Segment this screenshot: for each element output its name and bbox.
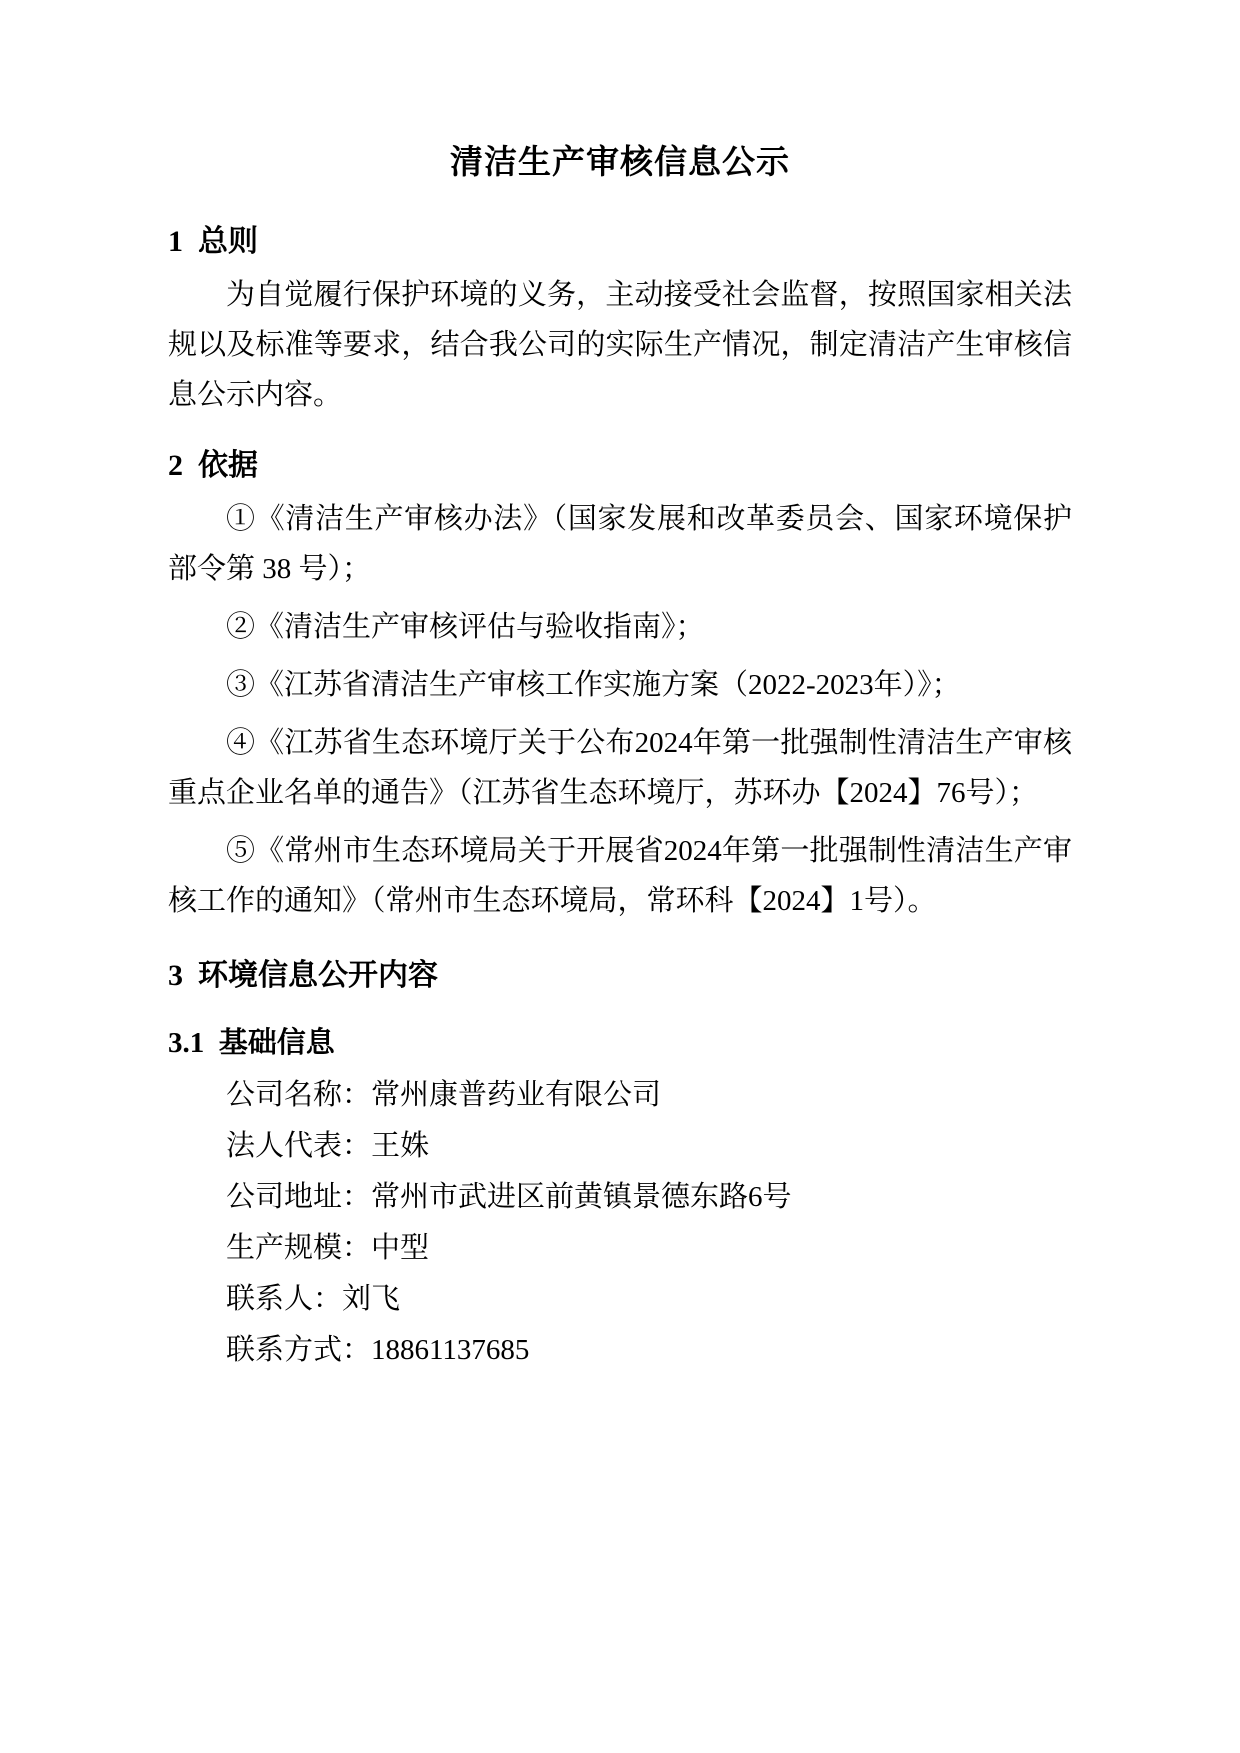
info-line-production-scale: 生产规模：中型 [226, 1232, 430, 1264]
info-line-company-address: 公司地址：常州市武进区前黄镇景德东路6号 [226, 1181, 792, 1213]
basis-item: ⑤《常州市生态环境局关于开展省2024年第一批强制性清洁生产审核工作的通知》（常州市生态环境局，常环科【2024】1号）。 [168, 835, 1072, 917]
info-line-company-name: 公司名称：常州康普药业有限公司 [226, 1079, 662, 1111]
basis-item: ①《清洁生产审核办法》（国家发展和改革委员会、国家环境保护部令第 38 号）； [168, 503, 1072, 585]
subsection-heading-basic-info: 3.1 基础信息 [168, 1027, 335, 1059]
basic-info-list [168, 1070, 1072, 1376]
basis-item: ④《江苏省生态环境厅关于公布2024年第一批强制性清洁生产审核重点企业名单的通告》（江苏省生态环境厅，苏环办【2024】76号）； [168, 727, 1072, 809]
basis-item: ③《江苏省清洁生产审核工作实施方案（2022-2023年）》； [226, 669, 961, 701]
basis-item: ②《清洁生产审核评估与验收指南》； [226, 611, 705, 643]
section-heading-general: 1 总则 [168, 225, 258, 258]
document-title: 清洁生产审核信息公示 [450, 145, 790, 181]
info-line-legal-representative: 法人代表：王姝 [226, 1130, 430, 1162]
info-line-contact-person: 联系人：刘飞 [226, 1283, 401, 1315]
section-heading-disclosure: 3 环境信息公开内容 [168, 959, 438, 992]
info-line-contact-number: 联系方式：18861137685 [226, 1334, 530, 1366]
general-paragraph: 为自觉履行保护环境的义务，主动接受社会监督，按照国家相关法规以及标准等要求，结合我公司的实际生产情况，制定清洁产生审核信息公示内容。 [168, 279, 1072, 411]
section-heading-basis: 2 依据 [168, 449, 258, 482]
